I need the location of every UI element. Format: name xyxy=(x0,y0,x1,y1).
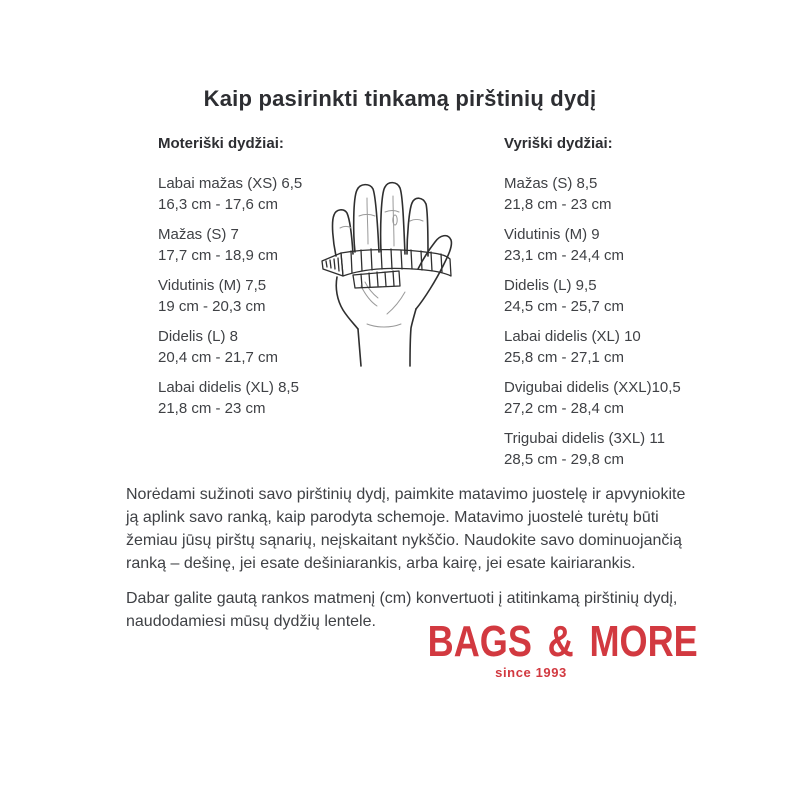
size-range: 20,4 cm - 21,7 cm xyxy=(158,349,279,366)
size-entry xyxy=(504,428,734,470)
size-entry xyxy=(504,326,734,368)
size-entry xyxy=(504,377,734,419)
size-entry xyxy=(504,224,734,266)
brand-logo-tagline: since 1993 xyxy=(495,665,567,680)
paragraph-line: ją aplink savo ranką, kaip parodyta schemoje. Matavimo juostelė turėtų būti xyxy=(126,509,659,526)
paragraph-line: žemiau jūsų pirštų sąnarių, neįskaitant nykščio. Naudokite savo dominuojančią xyxy=(126,532,682,549)
size-range: 25,8 cm - 27,1 cm xyxy=(504,349,625,366)
paragraph-line: Dabar galite gautą rankos matmenį (cm) konvertuoti į atitinkamą pirštinių dydį, xyxy=(126,590,678,607)
men-sizes-section xyxy=(504,136,734,479)
size-name: Mažas (S) 8,5 xyxy=(504,175,598,192)
size-name: Didelis (L) 8 xyxy=(158,328,239,345)
paragraph-line: Norėdami sužinoti savo pirštinių dydį, paimkite matavimo juostelę ir apvyniokite xyxy=(126,486,686,503)
page-title: Kaip pasirinkti tinkamą pirštinių dydį xyxy=(203,86,597,111)
size-name: Didelis (L) 9,5 xyxy=(504,277,597,294)
size-range: 23,1 cm - 24,4 cm xyxy=(504,247,625,264)
size-name: Vidutinis (M) 9 xyxy=(504,226,600,243)
size-name: Mažas (S) 7 xyxy=(158,226,239,243)
size-name: Labai didelis (XL) 8,5 xyxy=(158,379,299,396)
measuring-instructions-paragraph xyxy=(126,483,706,575)
size-entry xyxy=(158,377,373,419)
brand-logo-text: BAGS & MORE xyxy=(427,617,698,666)
size-range: 19 cm - 20,3 cm xyxy=(158,298,266,315)
size-name: Labai mažas (XS) 6,5 xyxy=(158,175,303,192)
hand-measuring-tape-illustration xyxy=(315,176,465,371)
size-name: Trigubai didelis (3XL) 11 xyxy=(504,430,665,447)
women-sizes-header: Moteriški dydžiai: xyxy=(158,135,284,152)
brand-logo xyxy=(398,617,698,680)
paragraph-line: naudodamiesi mūsų dydžių lentele. xyxy=(126,613,376,630)
size-range: 27,2 cm - 28,4 cm xyxy=(504,400,625,417)
size-name: Vidutinis (M) 7,5 xyxy=(158,277,267,294)
size-name: Labai didelis (XL) 10 xyxy=(504,328,641,345)
size-range: 16,3 cm - 17,6 cm xyxy=(158,196,279,213)
size-range: 21,8 cm - 23 cm xyxy=(158,400,266,417)
size-range: 21,8 cm - 23 cm xyxy=(504,196,612,213)
men-sizes-header: Vyriški dydžiai: xyxy=(504,135,613,152)
size-range: 28,5 cm - 29,8 cm xyxy=(504,451,625,468)
size-range: 17,7 cm - 18,9 cm xyxy=(158,247,279,264)
size-name: Dvigubai didelis (XXL)10,5 xyxy=(504,379,681,396)
size-entry xyxy=(504,173,734,215)
size-range: 24,5 cm - 25,7 cm xyxy=(504,298,625,315)
size-entry xyxy=(504,275,734,317)
paragraph-line: ranką – dešinę, jei esate dešiniarankis, arba kairę, jei esate kairiarankis. xyxy=(126,555,636,572)
